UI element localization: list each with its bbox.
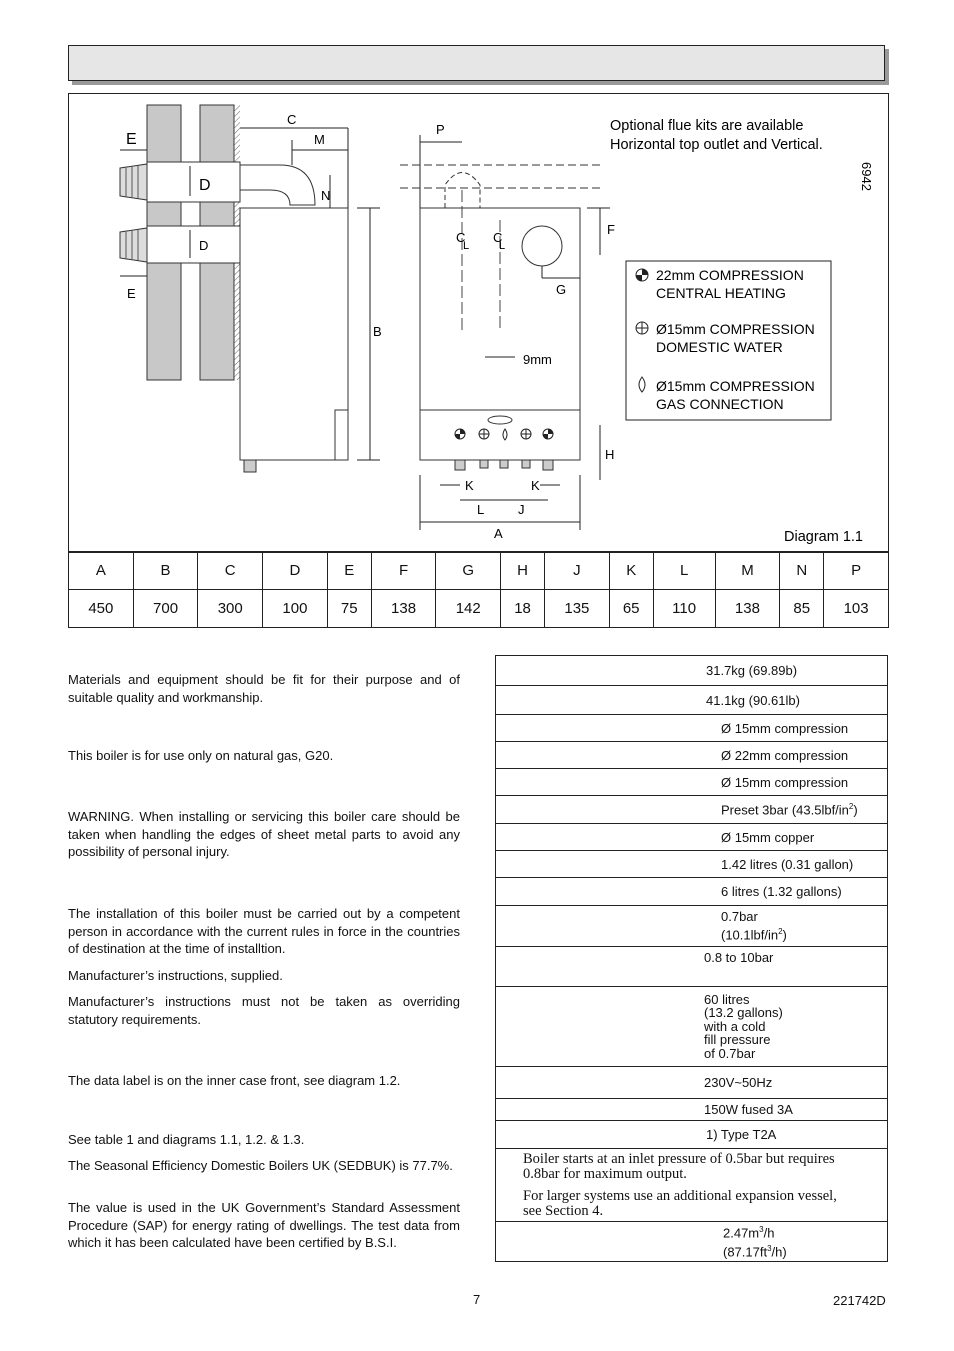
dim-value: 100	[263, 590, 328, 628]
dim-label-l: L	[477, 502, 485, 517]
dim-label-j: J	[518, 502, 525, 517]
dim-header: K	[609, 552, 653, 590]
paragraph-see-table: See table 1 and diagrams 1.1, 1.2. & 1.3.	[68, 1132, 305, 1147]
dim-label-e-large: E	[126, 131, 137, 148]
spec-relief-valve: Preset 3bar $(43.5lbf/in^2)$	[721, 801, 858, 818]
dim-label-p: P	[436, 122, 445, 137]
dim-label-k-left: K	[465, 478, 474, 493]
spec-power-consumption: 150W fused 3A	[704, 1101, 793, 1117]
dim-label-b: B	[373, 324, 382, 339]
dim-value: 65	[609, 590, 653, 628]
spec-expansion-vessel: 6 litres (1.32 gallons)	[721, 884, 842, 899]
dim-label-n: N	[321, 188, 331, 203]
boiler-side-view	[240, 208, 348, 472]
dim-label-d-large: D	[199, 177, 211, 194]
spec-electrical-supply: 230V~50Hz	[704, 1074, 773, 1090]
paragraph-warning: WARNING. When installing or servicing this boiler care should be taken when handling the edges of sheet metal parts to avoid any possibility of personal injury.	[68, 809, 460, 859]
dim-header: E	[327, 552, 371, 590]
dim-header: C	[198, 552, 263, 590]
domestic-water-icon	[636, 322, 648, 334]
dim-value: 110	[653, 590, 715, 628]
spec-gas-rate: $2.47m^3/h$ $(87.17ft^3/h)$	[723, 1225, 787, 1260]
wall-section	[147, 105, 240, 380]
dim-label-d: D	[199, 238, 209, 253]
flue-kit-note-line1: Optional flue kits are available	[610, 118, 804, 134]
dim-label-k-right: K	[531, 478, 540, 493]
centreline-mark-1-sub: L	[463, 240, 470, 252]
installation-diagram	[0, 0, 954, 560]
page-number: 7	[473, 1292, 481, 1307]
legend-gas-line2: GAS CONNECTION	[656, 396, 784, 412]
dim-header: H	[501, 552, 545, 590]
dimensions-table	[68, 551, 889, 628]
centreline-mark-1: C	[456, 230, 466, 245]
paragraph-instructions-supplied: Manufacturer’s instructions, supplied.	[68, 968, 283, 983]
paragraph-sedbuk: The Seasonal Efficiency Domestic Boilers UK (SEDBUK) is 77.7%.	[68, 1158, 453, 1173]
dim-value: 138	[715, 590, 780, 628]
technical-data-table	[495, 655, 888, 1262]
dim-label-f: F	[607, 222, 615, 237]
dim-header: B	[133, 552, 198, 590]
paragraph-sap: The value is used in the UK Government’s Standard Assessment Procedure (SAP) for energy rating of dwellings. The test data from which it has been calculated have been certified by B.S.I.	[68, 1200, 460, 1250]
dim-value: 103	[824, 590, 889, 628]
dim-value: 18	[501, 590, 545, 628]
spec-note-inlet-pressure: Boiler starts at an inlet pressure of 0.5bar but requires 0.8bar for maximum output.	[523, 1150, 835, 1182]
flue-terminal-lower	[120, 228, 147, 262]
paragraph-instructions-statutory: Manufacturer’s instructions must not be taken as overriding statutory requirements.	[68, 994, 460, 1027]
legend-ch-line2: CENTRAL HEATING	[656, 285, 786, 301]
dim-value: 85	[780, 590, 824, 628]
dim-header: N	[780, 552, 824, 590]
dimensions-header-row	[69, 552, 889, 590]
paragraph-gas-type: This boiler is for use only on natural gas, G20.	[68, 748, 334, 763]
dim-header: G	[436, 552, 501, 590]
dim-label-c: C	[287, 112, 297, 127]
document-code: 221742D	[833, 1293, 886, 1308]
dim-value: 142	[436, 590, 501, 628]
dim-value: 450	[69, 590, 134, 628]
connection-legend	[626, 261, 831, 420]
dim-header: M	[715, 552, 780, 590]
boiler-front-view	[400, 165, 600, 460]
spec-connection-1: Ø 15mm compression	[721, 720, 849, 736]
dim-value: 138	[371, 590, 436, 628]
dim-label-9mm: 9mm	[523, 352, 552, 367]
flue-kit-note-line2: Horizontal top outlet and Vertical.	[610, 137, 823, 153]
diagram-caption: Diagram 1.1	[784, 529, 863, 545]
dim-header: L	[653, 552, 715, 590]
legend-gas-line1: Ø15mm COMPRESSION	[656, 378, 815, 394]
paragraph-installation: The installation of this boiler must be carried out by a competent person in accordance with the current rules in force in the countries of destination at the time of installtion.	[68, 906, 460, 956]
paragraph-materials: Materials and equipment should be fit for their purpose and of suitable quality and workmanship.	[68, 672, 460, 705]
dim-header: J	[545, 552, 610, 590]
dimensions-value-row	[69, 590, 889, 628]
dim-value: 700	[133, 590, 198, 628]
spec-charge-pressure: 0.7bar $(10.1lbf/in^2)$	[721, 909, 787, 943]
spec-note-expansion: For larger systems use an additional expansion vessel, see Section 4.	[523, 1187, 837, 1219]
paragraph-data-label: The data label is on the inner case front, see diagram 1.2.	[68, 1073, 401, 1088]
dim-label-e: E	[127, 286, 136, 301]
dim-header: P	[824, 552, 889, 590]
centreline-mark-2-sub: L	[499, 240, 506, 252]
spec-connection-2: Ø 22mm compression	[721, 747, 849, 763]
spec-pressure-range: 0.8 to 10bar	[704, 950, 774, 965]
dim-header: D	[263, 552, 328, 590]
spec-water-content: 1.42 litres (0.31 gallon)	[721, 856, 854, 872]
centreline-mark-2: C	[493, 230, 503, 245]
dim-header: A	[69, 552, 134, 590]
legend-dw-line1: Ø15mm COMPRESSION	[656, 321, 815, 337]
dim-label-g: G	[556, 282, 567, 297]
spec-system-capacity: 60 litres (13.2 gallons) with a cold fill pressure of 0.7bar	[704, 991, 783, 1061]
diagram-ref-code: 6942	[859, 162, 874, 191]
spec-fuse: 1) Type T2A	[706, 1126, 777, 1142]
dim-value: 75	[327, 590, 371, 628]
dim-value: 300	[198, 590, 263, 628]
spec-connection-3: Ø 15mm compression	[721, 774, 849, 790]
central-heating-icon	[636, 269, 648, 281]
dim-label-h: H	[605, 447, 615, 462]
legend-ch-line1: 22mm COMPRESSION	[656, 267, 804, 283]
dim-label-a: A	[494, 526, 503, 541]
dim-value: 135	[545, 590, 610, 628]
legend-dw-line2: DOMESTIC WATER	[656, 339, 783, 355]
spec-weight-full: 41.1kg (90.61lb)	[706, 692, 800, 708]
dim-label-m: M	[314, 132, 325, 147]
spec-weight-dry: 31.7kg (69.89b)	[706, 663, 798, 678]
dim-header: F	[371, 552, 436, 590]
spec-pipe: Ø 15mm copper	[721, 829, 815, 845]
